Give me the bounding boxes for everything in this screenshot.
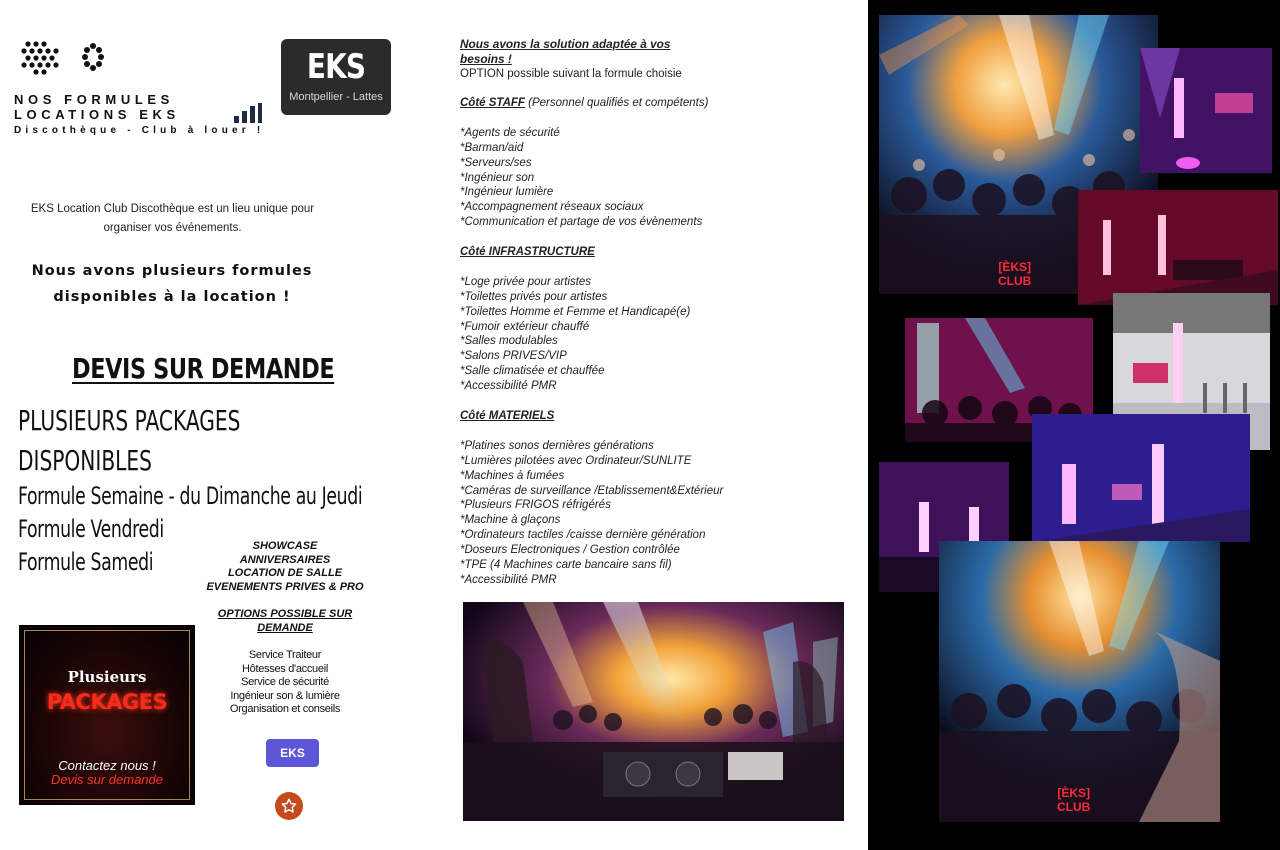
solution-heading: Nous avons la solution adaptée à vos besoins ! [460, 37, 671, 66]
option-note: OPTION possible suivant la formule choisie [460, 68, 682, 80]
packages-promo-image [19, 625, 195, 805]
option-item: Organisation et conseils [229, 703, 341, 716]
infrastructure-item: *Loge privée pour artistes [460, 275, 592, 288]
star-button[interactable] [275, 792, 303, 820]
eks-logo-badge [281, 39, 391, 115]
staff-item: *Barman/aid [460, 141, 524, 154]
materiel-item: *Machines à fumées [460, 469, 565, 482]
materiel-item: *Ordinateurs tactiles /caisse dernière génération [460, 529, 706, 542]
club-logo-text: [ÈKS] CLUB [1057, 786, 1091, 814]
option-item: Ingénieur son & lumière [230, 689, 340, 702]
eks-logo-name: EKS [306, 47, 366, 87]
infrastructure-item: *Salle climatisée et chauffée [460, 365, 605, 378]
option-item: Hôtesses d'accueil [242, 662, 328, 675]
staff-item: *Accompagnement réseaux sociaux [460, 201, 644, 214]
promo-devis: Devis sur demande [51, 772, 163, 787]
materiel-item: *Accessibilité PMR [460, 573, 557, 586]
club-logo-text: [ÈKS] CLUB [998, 260, 1032, 288]
infrastructure-item: *Fumoir extérieur chauffé [460, 320, 590, 333]
pink-light-photo [1140, 48, 1272, 173]
promo-packages: PACKAGES [46, 690, 168, 714]
infrastructure-item: *Accessibilité PMR [460, 380, 557, 393]
event-type: SHOWCASE [252, 540, 318, 552]
star-icon [280, 797, 298, 815]
dj-booth-photo [463, 602, 844, 821]
infrastructure-item: *Toilettes privés pour artistes [460, 290, 608, 303]
infrastructure-section [460, 245, 860, 394]
staff-item: *Ingénieur lumière [460, 186, 554, 199]
staff-item: *Serveurs/ses [460, 156, 532, 169]
materiel-item: *TPE (4 Machines carte bancaire sans fil) [460, 559, 672, 572]
materiel-item: *Plusieurs FRIGOS réfrigérés [460, 499, 611, 512]
materiels-section [460, 409, 860, 588]
event-types-list [200, 540, 370, 594]
option-item: Service Traiteur [248, 649, 322, 661]
formules-text: Nous avons plusieurs formules disponibles à la location ! [31, 263, 313, 305]
infrastructure-item: *Salles modulables [460, 335, 558, 348]
materiel-item: *Lumières pilotées avec Ordinateur/SUNLITE [460, 454, 692, 467]
materiel-item: *Caméras de surveillance /Etablissement&Extérieur [460, 484, 724, 497]
eks-logo-location: Montpellier - Lattes [289, 91, 383, 103]
promo-contact: Contactez nous ! [58, 758, 156, 773]
red-lounge-photo [998, 190, 1278, 305]
formule-item: Formule Vendredi [18, 515, 164, 543]
eks-button[interactable]: EKS [266, 739, 319, 767]
bar-chart-icon [232, 101, 262, 125]
crowd-photo [939, 541, 1220, 822]
event-type: LOCATION DE SALLE [227, 567, 343, 580]
staff-section: Côté STAFF (Personnel qualifiés et compétents) *Agents de sécurité *Barman/aid *Serveurs/ses *Ingénieur son *Ingénieur lumière *Accompagnement réseaux sociaux *Communication et partage de vos évènements [460, 96, 860, 230]
materiel-item: *Machine à glaçons [460, 514, 561, 527]
devis-heading: DEVIS SUR DEMANDE [72, 352, 335, 385]
option-item: Service de sécurité [241, 676, 329, 689]
infrastructure-title: Côté INFRASTRUCTURE [460, 246, 595, 258]
materiel-item: *Doseurs Electroniques / Gestion contrôlée [460, 544, 680, 557]
brand-dots-icon [20, 38, 110, 78]
infrastructure-item: *Toilettes Homme et Femme et Handicapé(e) [460, 305, 691, 318]
options-list [200, 649, 370, 717]
blue-lounge-photo [1032, 414, 1250, 542]
options-heading: OPTIONS POSSIBLE SUR DEMANDE [217, 608, 353, 634]
materiels-title: Côté MATERIELS [460, 410, 555, 422]
photo-collage [868, 0, 1280, 850]
event-type: EVENEMENTS PRIVES & PRO [206, 580, 364, 593]
packages-heading-line2: DISPONIBLES [18, 444, 152, 477]
intro-text: EKS Location Club Discothèque est un lieu unique pour organiser vos événements. [30, 203, 315, 234]
staff-title: Côté STAFF [460, 97, 525, 109]
materiel-item: *Platines sonos dernières générations [460, 439, 654, 452]
promo-line: Plusieurs [67, 668, 147, 686]
staff-item: *Agents de sécurité [460, 126, 560, 139]
brand-subtitle: Discothèque - Club à louer ! [14, 125, 265, 136]
formule-item: Formule Samedi [18, 548, 154, 576]
packages-heading-line1: PLUSIEURS PACKAGES [18, 404, 241, 437]
formule-item: Formule Semaine - du Dimanche au Jeudi [18, 482, 363, 510]
event-type: ANNIVERSAIRES [239, 553, 331, 566]
staff-item: *Ingénieur son [460, 171, 535, 184]
brand-title: NOS FORMULES LOCATIONS EKS [14, 92, 180, 122]
infrastructure-item: *Salons PRIVES/VIP [460, 350, 567, 363]
staff-item: *Communication et partage de vos évènements [460, 216, 703, 229]
